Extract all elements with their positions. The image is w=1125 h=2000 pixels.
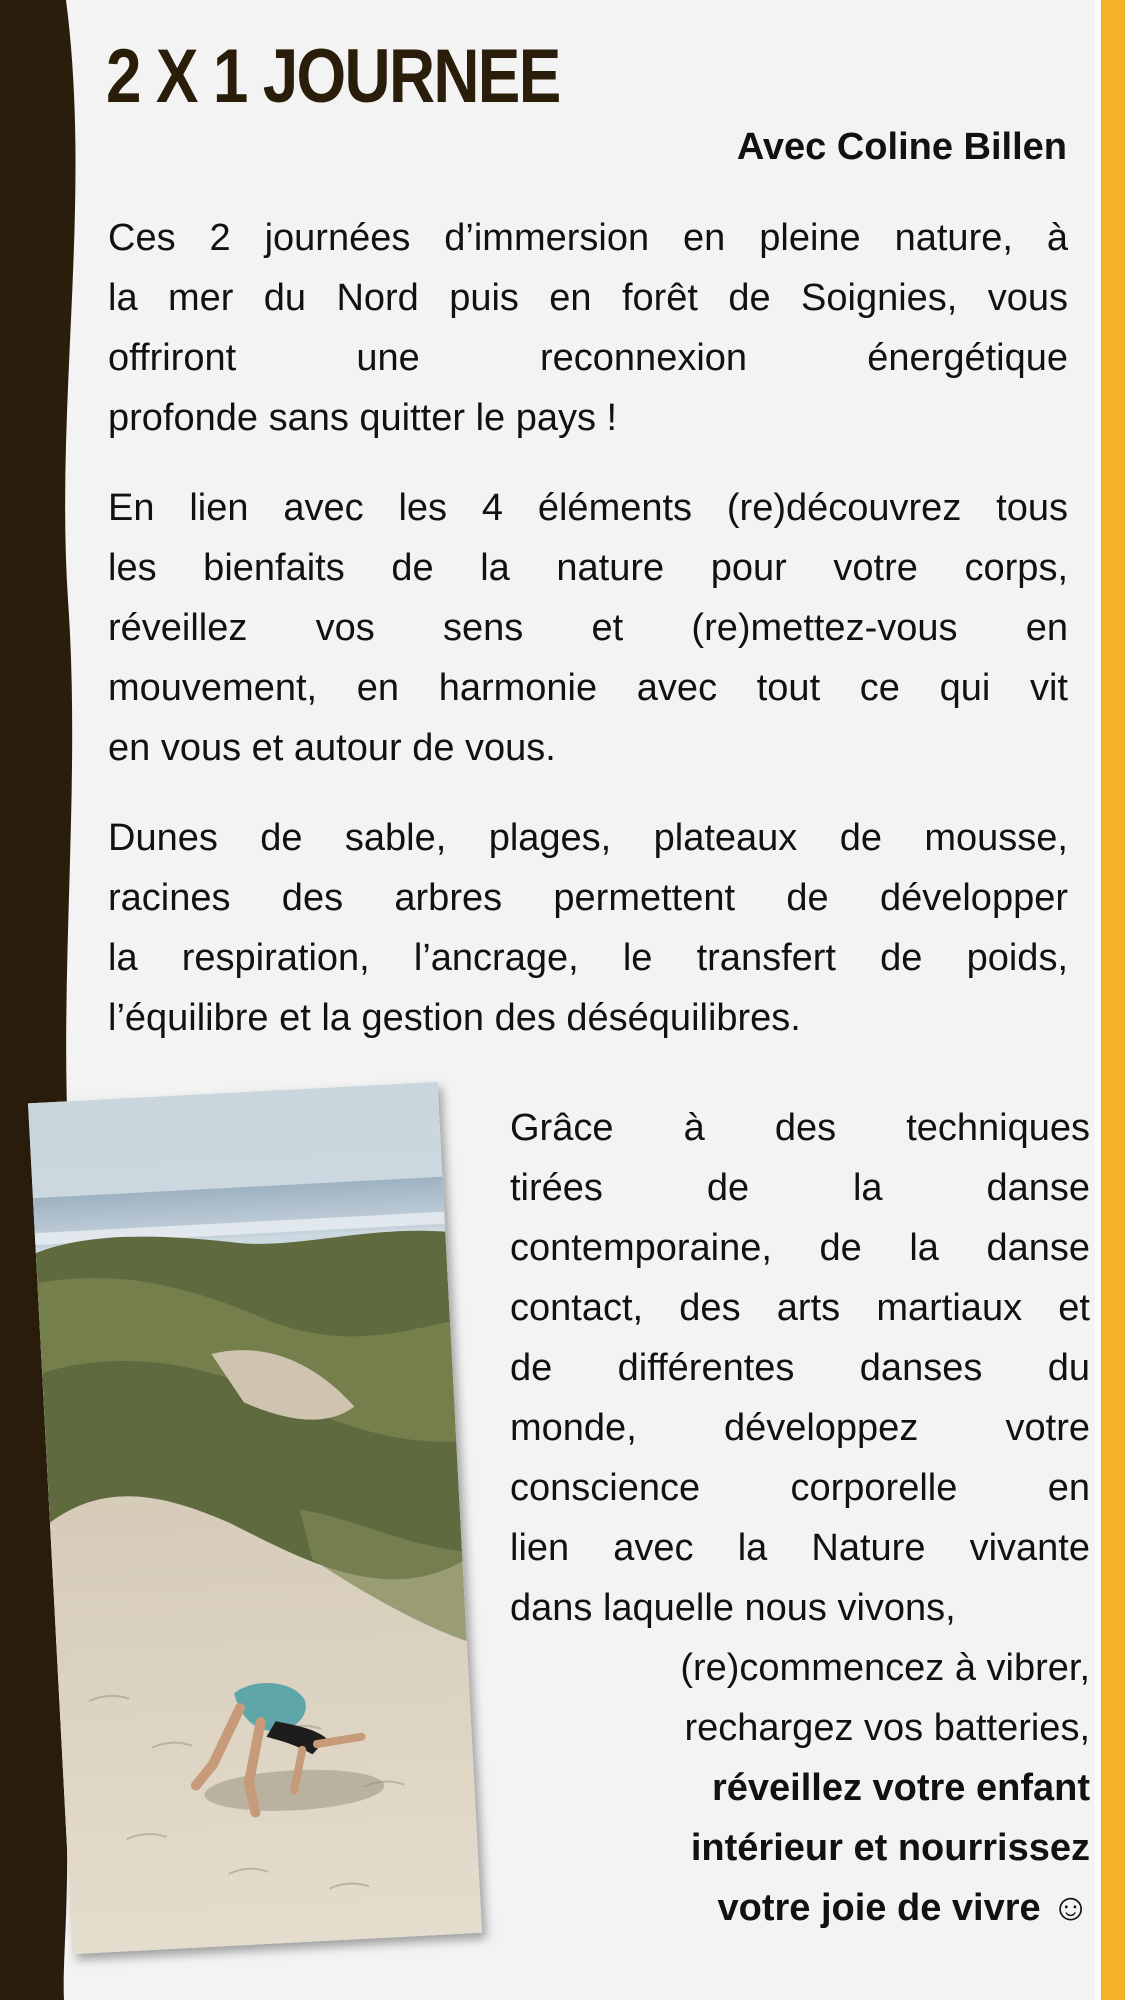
text-line: Grâce à des techniques	[510, 1107, 1090, 1149]
text-line: tirées de la danse	[510, 1167, 1090, 1209]
terrain-paragraph	[108, 808, 1068, 1048]
text-line: la respiration, l’ancrage, le transfert de poids,	[108, 937, 1068, 979]
text-line: profonde sans quitter le pays !	[108, 397, 618, 439]
text-line: monde, développez votre	[510, 1407, 1090, 1449]
text-line: la mer du Nord puis en forêt de Soignies, vous	[108, 277, 1068, 319]
techniques-paragraph	[510, 1098, 1090, 1938]
elements-paragraph	[108, 478, 1068, 778]
highlight-line: réveillez votre enfant	[711, 1767, 1090, 1809]
text-line: lien avec la Nature vivante	[510, 1527, 1090, 1569]
intro-paragraph	[108, 208, 1068, 448]
text-line: de différentes danses du	[510, 1347, 1090, 1389]
author-line: Avec Coline Billen	[736, 126, 1067, 168]
text-line: réveillez vos sens et (re)mettez-vous en	[108, 607, 1068, 649]
text-line: Dunes de sable, plages, plateaux de mousse,	[108, 817, 1068, 859]
page-title: 2 X 1 JOURNEE	[106, 34, 560, 119]
text-line: les bienfaits de la nature pour votre corps,	[108, 547, 1068, 589]
text-line: mouvement, en harmonie avec tout ce qui vit	[108, 667, 1068, 709]
text-line: en vous et autour de vous.	[108, 727, 556, 769]
text-line: dans laquelle nous vivons,	[510, 1587, 956, 1629]
orange-side-stripe	[1101, 0, 1125, 2000]
text-line: l’équilibre et la gestion des déséquilibres.	[108, 997, 801, 1039]
text-line: offriront une reconnexion énergétique	[108, 337, 1068, 379]
highlight-line: intérieur et nourrissez	[690, 1827, 1090, 1869]
text-line: (re)commencez à vibrer,	[680, 1647, 1090, 1689]
text-line: contemporaine, de la danse	[510, 1227, 1090, 1269]
text-line: conscience corporelle en	[510, 1467, 1090, 1509]
dune-photo	[28, 1082, 482, 1954]
text-line: contact, des arts martiaux et	[510, 1287, 1090, 1329]
text-line: Ces 2 journées d’immersion en pleine nature, à	[108, 217, 1068, 259]
dune-photo-illustration	[28, 1082, 482, 1954]
highlight-line: votre joie de vivre ☺	[717, 1887, 1090, 1929]
text-line: En lien avec les 4 éléments (re)découvrez tous	[108, 487, 1068, 529]
text-line: rechargez vos batteries,	[684, 1707, 1090, 1749]
text-line: racines des arbres permettent de développer	[108, 877, 1068, 919]
